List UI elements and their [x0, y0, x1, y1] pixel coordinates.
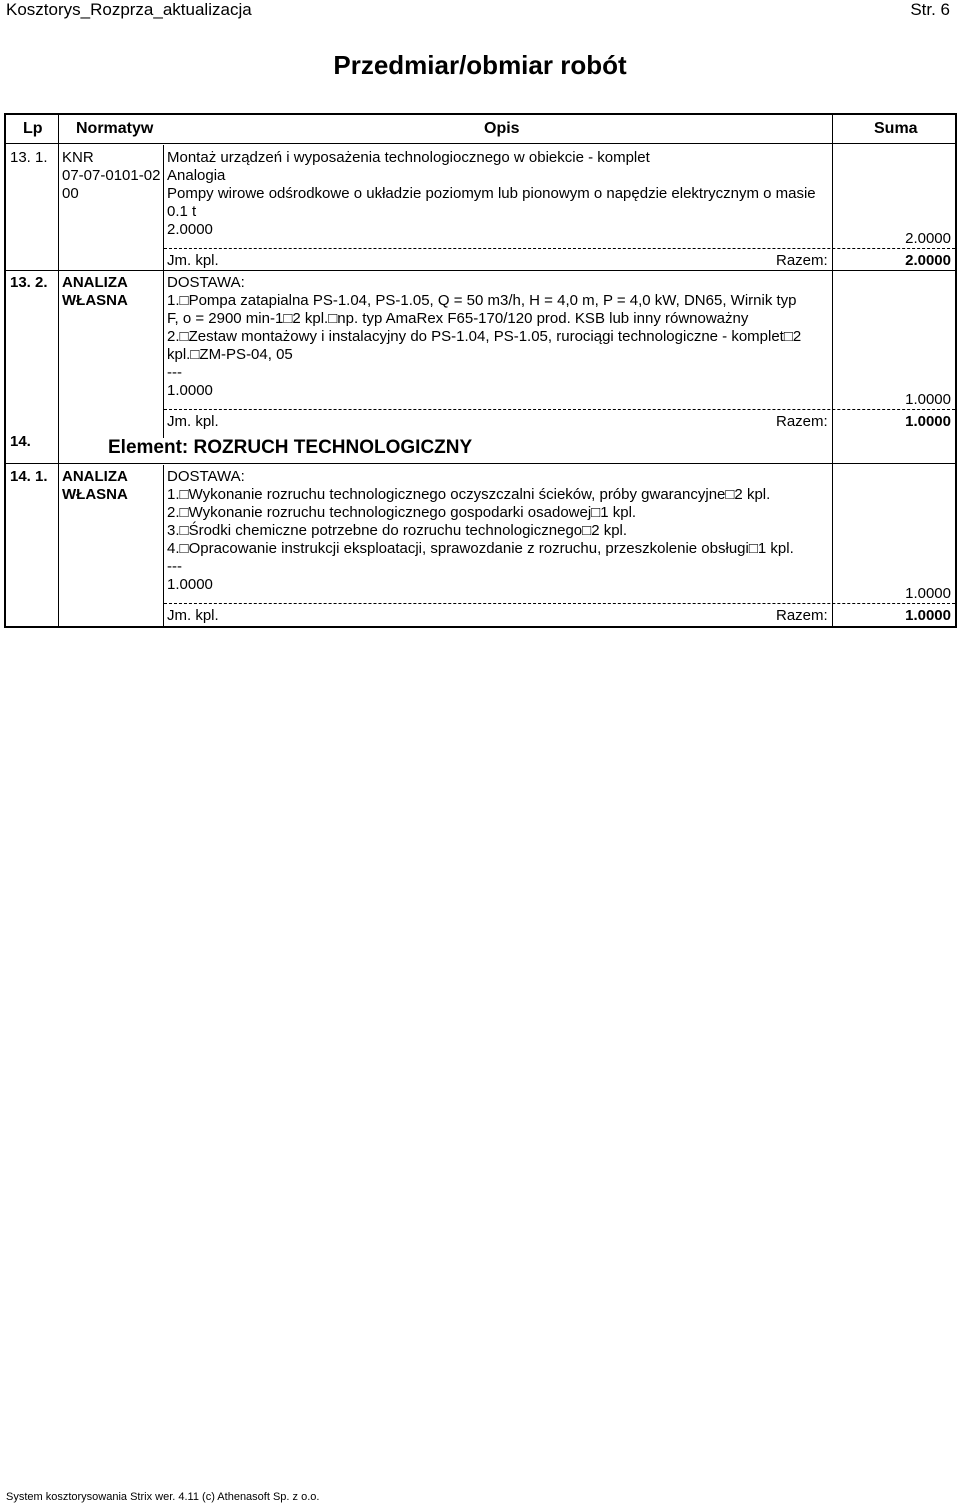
- row-opis-line: 2.0000: [167, 221, 213, 238]
- row-opis-line: 2.□Wykonanie rozruchu technologicznego gospodarki osadowej□1 kpl.: [167, 504, 637, 521]
- row-opis-line: kpl.□ZM-PS-04, 05: [167, 346, 293, 363]
- row-normatyw-line: KNR: [62, 149, 94, 166]
- row-opis-line: DOSTAWA:: [167, 468, 245, 485]
- row-normatyw-line: 00: [62, 185, 79, 202]
- dashed-separator: [164, 409, 955, 410]
- header-normatyw: Normatyw: [76, 120, 154, 137]
- row-opis-line: F, o = 2900 min-1□2 kpl.□np. typ AmaRex F65-170/120 prod. KSB lub inny równoważny: [167, 310, 749, 327]
- row-opis-line: ---: [167, 558, 182, 575]
- row-razem-value: 2.0000: [905, 252, 951, 269]
- row-opis-line: Pompy wirowe odśrodkowe o układzie poziomym lub pionowym o napędzie elektrycznym o masie: [167, 185, 816, 202]
- col-divider: [163, 465, 164, 626]
- row-divider: [6, 270, 955, 271]
- row-normatyw-line: ANALIZA: [62, 274, 128, 291]
- row-line-value: 1.0000: [905, 585, 951, 602]
- row-jm: Jm. kpl.: [167, 413, 219, 430]
- row-opis-line: ---: [167, 364, 182, 381]
- row-jm: Jm. kpl.: [167, 607, 219, 624]
- row-opis-line: 3.□Środki chemiczne potrzebne do rozruchu technologicznego□2 kpl.: [167, 522, 628, 539]
- row-line-value: 2.0000: [905, 230, 951, 247]
- col-divider: [832, 115, 833, 626]
- footer-text: System kosztorysowania Strix wer. 4.11 (c) Athenasoft Sp. z o.o.: [6, 1491, 320, 1503]
- document-name: Kosztorys_Rozprza_aktualizacja: [6, 0, 252, 19]
- row-opis-line: Montaż urządzeń i wyposażenia technologiocznego w obiekcie - komplet: [167, 149, 650, 166]
- row-opis-line: 2.□Zestaw montażowy i instalacyjny do PS-1.04, PS-1.05, rurociągi technologiczne - komplet□2: [167, 328, 802, 345]
- row-divider: [6, 463, 955, 464]
- row-razem-label: Razem:: [776, 607, 828, 624]
- row-normatyw-line: ANALIZA: [62, 468, 128, 485]
- header-suma: Suma: [874, 120, 918, 137]
- row-opis-line: 4.□Opracowanie instrukcji eksploatacji, sprawozdanie z rozruchu, przeszkolenie obsługi□1 kpl.: [167, 540, 794, 557]
- row-jm: Jm. kpl.: [167, 252, 219, 269]
- row-lp: 13. 2.: [10, 274, 48, 291]
- page-title: Przedmiar/obmiar robót: [333, 50, 627, 80]
- dashed-separator: [164, 603, 955, 604]
- row-opis-line: 1.□Wykonanie rozruchu technologicznego oczyszczalni ścieków, próby gwarancyjne□2 kpl.: [167, 486, 771, 503]
- row-lp: 14. 1.: [10, 468, 48, 485]
- row-opis-line: 1.0000: [167, 576, 213, 593]
- row-opis-line: 1.0000: [167, 382, 213, 399]
- row-line-value: 1.0000: [905, 391, 951, 408]
- row-normatyw-line: 07-07-0101-02: [62, 167, 161, 184]
- row-opis-line: 0.1 t: [167, 203, 197, 220]
- row-razem-value: 1.0000: [905, 607, 951, 624]
- row-opis-line: DOSTAWA:: [167, 274, 245, 291]
- row-razem-label: Razem:: [776, 413, 828, 430]
- row-lp: 14.: [10, 433, 31, 450]
- row-razem-value: 1.0000: [905, 413, 951, 430]
- page-number: Str. 6: [910, 0, 950, 19]
- element-title: Element: ROZRUCH TECHNOLOGICZNY: [108, 437, 473, 458]
- header-lp: Lp: [23, 120, 43, 137]
- row-normatyw-line: WŁASNA: [62, 292, 128, 309]
- row-opis-line: 1.□Pompa zatapialna PS-1.04, PS-1.05, Q = 50 m3/h, H = 4,0 m, P = 4,0 kW, DN65, Wirnik typ: [167, 292, 797, 309]
- dashed-separator: [164, 248, 955, 249]
- col-divider: [163, 145, 164, 438]
- row-lp: 13. 1.: [10, 149, 48, 166]
- col-divider: [58, 115, 59, 626]
- row-opis-line: Analogia: [167, 167, 226, 184]
- estimate-table: [4, 113, 957, 628]
- row-razem-label: Razem:: [776, 252, 828, 269]
- row-normatyw-line: WŁASNA: [62, 486, 128, 503]
- header-divider: [6, 143, 955, 144]
- header-opis: Opis: [484, 120, 520, 137]
